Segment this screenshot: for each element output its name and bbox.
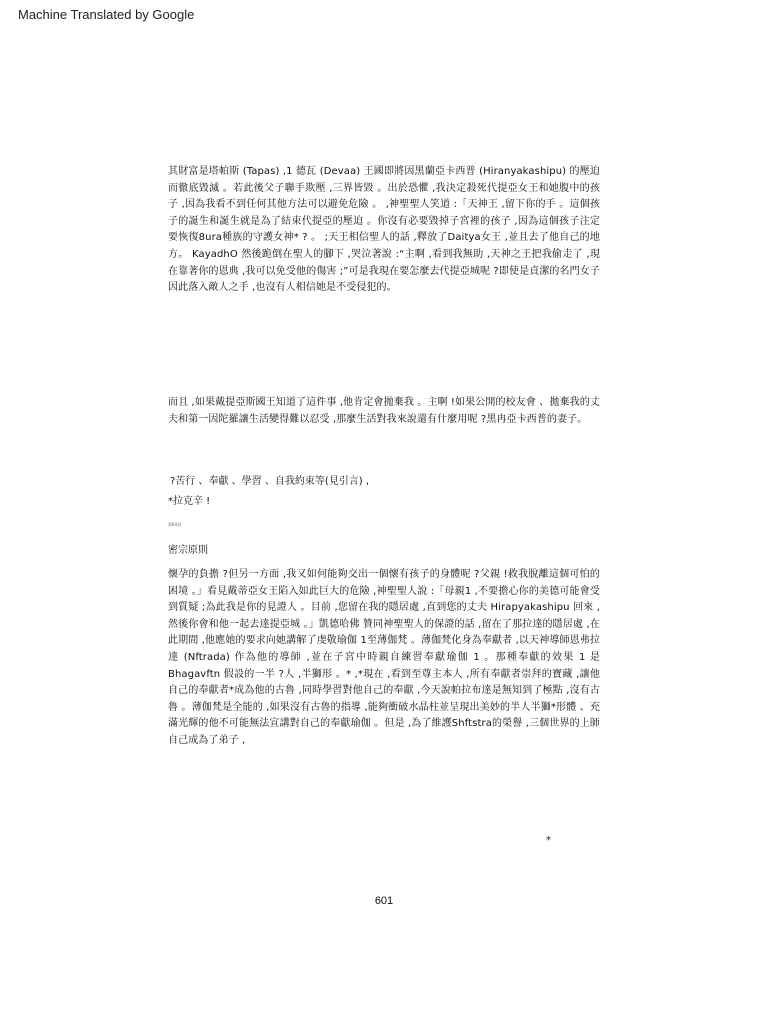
running-page-label: 第64頁 (168, 522, 182, 527)
paragraph-3: 懷孕的負擔 ?但另一方面 ,我又如何能夠交出一個懷有孩子的身體呢 ?父親 !救我脫離這個可怕的困境 。」看見戴蒂亞女王陷入如此巨大的危險 ,神聖聖人說 :「母親1 ,不要擔心你的美德可能會受到質疑 ;為此我是你的見證人 。目前 ,您留在我的隱居處 ,直到您的丈夫 Hirapyakashipu 回來 ,然後你會和他一起去達提亞城 。」凱德哈佛 贊同神聖聖人的保證的話 ,留在了那拉達的隱居處 ,在此期間 ,他應她的要求向她講解了虔敬瑜伽 1至薄伽梵 。薄伽梵化身為奉獻者 ,以天神導師恩弗拉達 (Nftrada) 作為他的導師 ,並在子宮中時親自練習奉獻瑜伽 1 。那種奉獻的效果 1 是 Bhagavftn 假設的一半 ?人 ,半獅形 。* ,*現在 ,看到至尊主本人 ,所有奉獻者崇拜的寶藏 ,讓他自己的奉獻者*成為他的古魯 ,同時學習對他自己的奉獻 ,今天說帕拉布達是無知到了極點 ,沒有古魯 。薄伽梵是全能的 ,如果沒有古魯的指導 ,能夠衝破水晶柱並呈現出美妙的半人半獅*形體 、充滿光輝的他不可能無法宣講對自己的奉獻瑜伽 。但是 ,為了維護Shftstra的榮譽 ,三個世界的上師自己成為了弟子 , (168, 569, 600, 746)
page-number: 601 (374, 895, 394, 907)
paragraph-2: 而且 ,如果戴提亞斯國王知道了這件事 ,他肯定會拋棄我 。主啊 !如果公開的校友會 、拋棄我的丈夫和第一因陀羅讓生活變得難以忍受 ,那麼生活對我來說還有什麼用呢 ?黑冉亞卡西普的妻子。 (168, 397, 600, 425)
running-heading: 密宗原則 (168, 545, 208, 556)
footnote-line-1: ?苦行 、奉獻 、學習 、自我約束等(見引言) , (170, 476, 370, 487)
paragraph-1: 其財富是塔帕斯 (Tapas) ,1 德瓦 (Devaa) 王國即將因黑蘭亞卡西普 (Hiranyakashipu) 的壓迫而徹底毀滅 。若此後父子聯手欺壓 ,三界皆毀 。出於恐懼 ,我決定殺死代提亞女王和她腹中的孩子 ,因為我看不到任何其他方法可以避免危險 。 ,神聖聖人笑道 :「天神王 ,留下你的手 。這個孩子的誕生和誕生就是為了結束代提亞的壓迫 。你沒有必要毀掉子宮裡的孩子 ,因為這個孩子注定要恢復8ura種族的守護女神* ? 。 ;天王相信聖人的話 ,釋放了Daitya女王 ,並且去了他自己的地方。 KayadhO 然後跪倒在聖人的腳下 ,哭泣著說 :“主啊 ,看到我無助 ,天神之王把我偷走了 ,現在靠著你的恩典 ,我可以免受他的傷害 ;”可是我現在要怎麼去代提亞城呢 ?即使是貞潔的名門女子因此落入敵人之手 ,也沒有人相信她是不受侵犯的。 (168, 166, 600, 294)
machine-translation-banner: Machine Translated by Google (18, 7, 195, 22)
footnote-line-2: *拉克辛 ! (168, 496, 211, 507)
asterisk-mark: * (546, 835, 551, 846)
